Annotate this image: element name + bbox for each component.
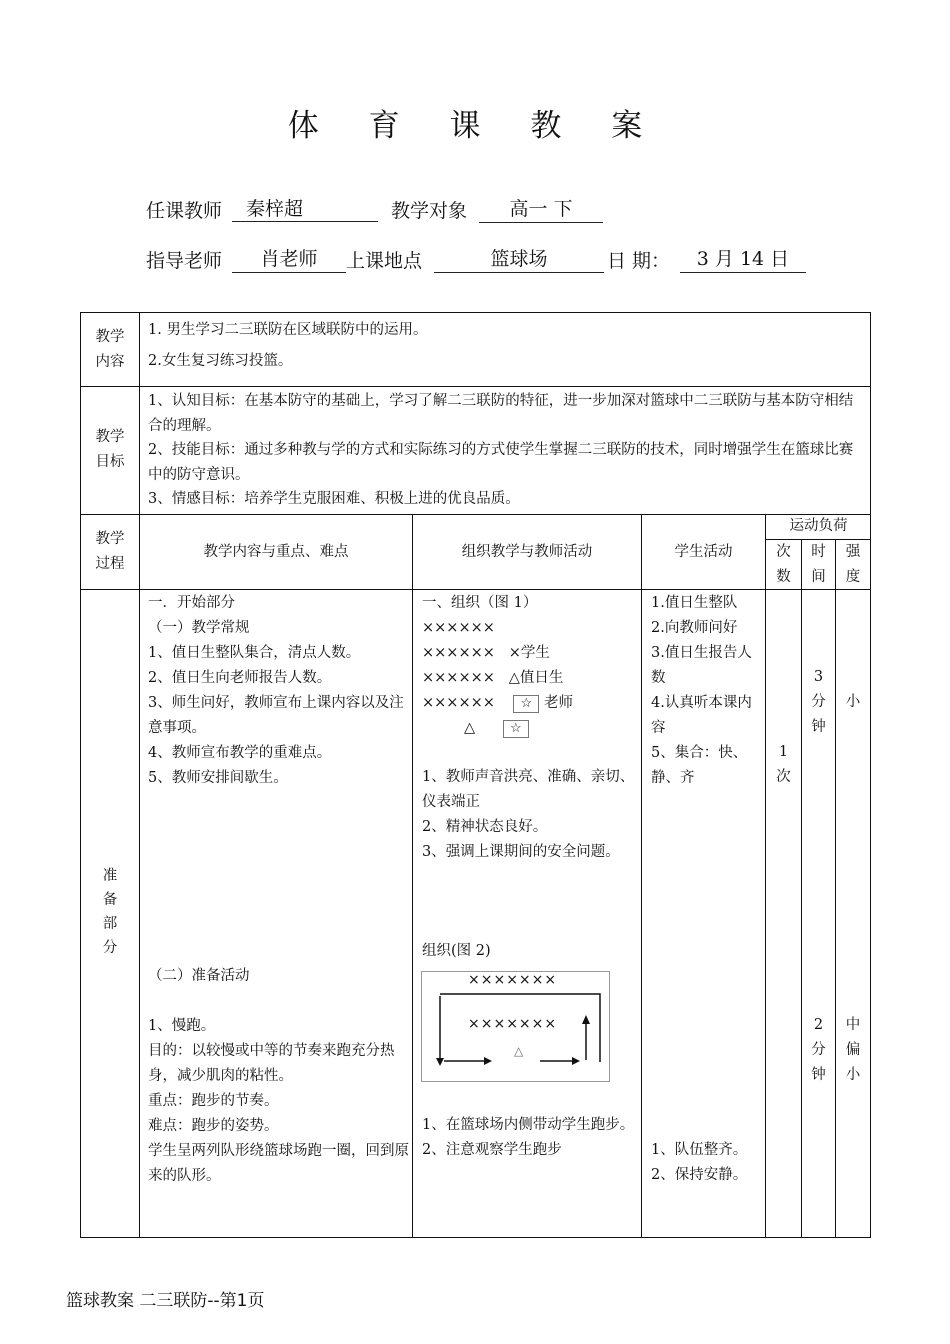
col-student-header: 学生活动 [674, 544, 733, 560]
org1-row-4: ×××××× [422, 695, 495, 711]
col-org-header: 组织教学与教师活动 [461, 544, 593, 560]
content-label: 教学 内容 [95, 329, 125, 370]
location-value: 篮球场 [434, 244, 604, 273]
teacher-label: 任课教师 [146, 200, 223, 222]
date-label: 日 期： [607, 250, 671, 272]
teacher-star-icon: ☆ [513, 695, 539, 713]
advisor-label: 指导老师 [146, 250, 223, 272]
prep-label: 准 备 部 分 [102, 868, 118, 956]
fig2-row-1: ××××××× [468, 972, 558, 988]
intensity-a: 小 [845, 694, 861, 710]
student-activity-b: 1、队伍整齐。 2、保持安静。 [651, 1142, 748, 1183]
org1-title: 一、组织（图 1） [422, 595, 538, 611]
date-value: 3 月 14 日 [680, 244, 806, 273]
teacher-value: 秦梓超 [232, 194, 378, 222]
content-item-1: 1. 男生学习二三联防在区域联防中的运用。 [148, 322, 428, 338]
goal-affective: 3、情感目标：培养学生克服困难、积极上进的优良品质。 [148, 491, 520, 507]
advisor-value: 肖老师 [232, 244, 346, 273]
figure-2-diagram [421, 971, 610, 1082]
org1-row-2: ×××××× ×学生 [422, 645, 550, 661]
org1-notes: 1、教师声音洪亮、准确、亲切、仪表端正 2、精神状态良好。 3、强调上课期间的安全问题。 [422, 769, 635, 860]
fig2-row-2: ××××××× [468, 1016, 558, 1032]
col-intensity-header: 强 度 [845, 544, 861, 585]
prep-content-a: 一．开始部分 （一）教学常规 1、值日生整队集合，清点人数。 2、值日生向老师报告人数。 3、师生问好，教师宣布上课内容以及注意事项。 4、教师宣布教学的重难点。 5、教师安排间歇生。 [148, 595, 404, 786]
page-title: 体 育 课 教 案 [287, 108, 663, 144]
fig2-triangle-icon: △ [514, 1044, 524, 1058]
page-footer: 篮球教案 二三联防--第1页 [66, 1291, 265, 1311]
org1-row-3: ×××××× △值日生 [422, 670, 564, 686]
col-content-header: 教学内容与重点、难点 [203, 544, 349, 560]
fig2-arrows [422, 972, 609, 1081]
intensity-b: 中 偏 小 [845, 1017, 861, 1083]
org2-title: 组织(图 2) [422, 943, 491, 959]
org2-notes: 1、在篮球场内侧带动学生跑步。 2、注意观察学生跑步 [422, 1117, 635, 1158]
prep-content-b: （二）准备活动 1、慢跑。 目的：以较慢或中等的节奏来跑充分热身，减少肌肉的粘性。 重点：跑步的节奏。 难点：跑步的姿势。 学生呈两列队形绕篮球场跑一圈，回到原来的队形。 [148, 968, 409, 1184]
location-label: 上课地点 [346, 250, 423, 272]
col-times-header: 次 数 [776, 544, 791, 585]
process-label: 教学 过程 [95, 531, 125, 572]
teacher-star-icon-2: ☆ [503, 720, 529, 738]
target-value: 高一 下 [479, 194, 603, 223]
times-value: 1 次 [776, 744, 791, 785]
goals-label: 教学 目标 [95, 429, 125, 470]
target-label: 教学对象 [391, 200, 468, 222]
teacher-legend: 老师 [543, 695, 573, 711]
student-activity-a: 1.值日生整队 2.向教师问好 3.值日生报告人数 4.认真听本课内容 5、集合：快、静、齐 [651, 595, 752, 786]
col-load-header: 运动负荷 [789, 518, 848, 534]
col-duration-header: 时 间 [811, 544, 826, 585]
goal-skill: 2、技能目标：通过多种教与学的方式和实际练习的方式使学生掌握二三联防的技术，同时增强学生在篮球比赛中的防守意识。 [148, 442, 854, 483]
duration-b: 2 分 钟 [811, 1017, 826, 1083]
student-triangle-icon: △ [464, 720, 476, 736]
duration-a: 3 分 钟 [811, 669, 826, 735]
goal-cognitive: 1、认知目标：在基本防守的基础上，学习了解二三联防的特征，进一步加深对篮球中二三联防与基本防守相结合的理解。 [148, 393, 854, 434]
content-item-2: 2.女生复习练习投篮。 [148, 353, 293, 369]
org1-row-1: ×××××× [422, 620, 495, 636]
